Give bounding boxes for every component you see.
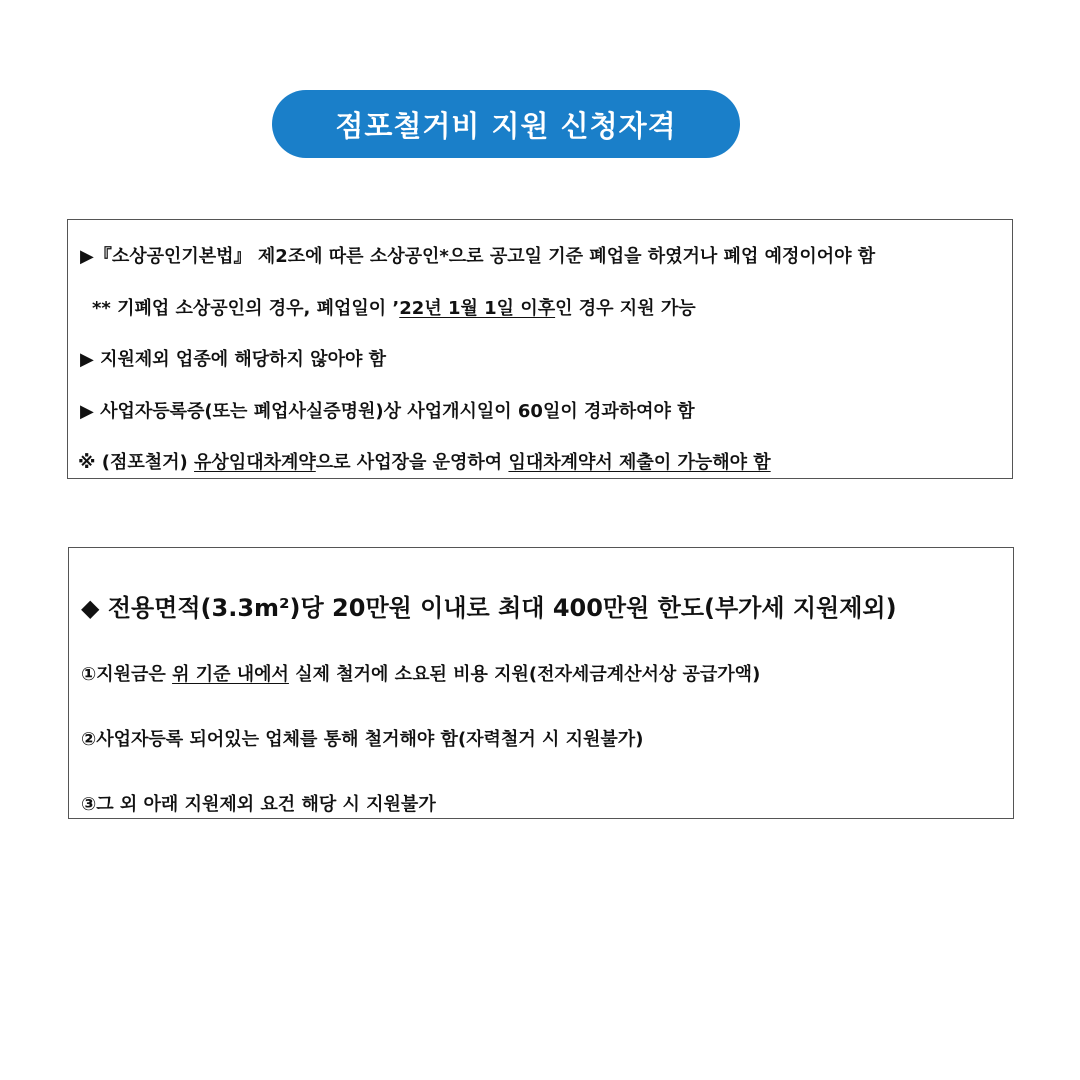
title-banner: [272, 90, 740, 158]
eligibility-line-3: ▶ 지원제외 업종에 해당하지 않아야 함: [80, 349, 386, 370]
eligibility-date-underlined: 22년 1월 1일 이후: [399, 298, 556, 319]
eligibility-line-5: [78, 448, 771, 474]
support-item-2: ②사업자등록 되어있는 업체를 통해 철거해야 함(자력철거 시 지원불가): [81, 729, 644, 750]
eligibility-line-2: [92, 294, 696, 320]
support-item-1: [81, 660, 760, 686]
support-item-3: ③그 외 아래 지원제외 요건 해당 시 지원불가: [81, 794, 436, 815]
support-heading: ◆ 전용면적(3.3m²)당 20만원 이내로 최대 400만원 한도(부가세 지원제외): [81, 594, 897, 622]
eligibility-line-2-post: 인 경우 지원 가능: [555, 298, 696, 319]
eligibility-box: [67, 219, 1013, 479]
eligibility-line-1: ▶『소상공인기본법』 제2조에 따른 소상공인*으로 공고일 기준 폐업을 하였거나 폐업 예정이어야 함: [80, 246, 876, 267]
eligibility-line-2-pre: ** 기폐업 소상공인의 경우, 폐업일이 ’: [92, 298, 400, 319]
support-item-1-a: ①지원금은: [81, 664, 173, 685]
eligibility-line-5-c: 으로 사업장을 운영하여: [315, 452, 509, 473]
support-box: [68, 547, 1014, 819]
eligibility-line-5-b: 유상임대차계약: [194, 452, 316, 473]
support-item-1-b: 위 기준 내에서: [172, 664, 289, 685]
eligibility-line-5-a: ※ (점포철거): [78, 452, 195, 473]
eligibility-line-5-d: 임대차계약서 제출이 가능해야 함: [508, 452, 771, 473]
page-title: 점포철거비 지원 신청자격: [335, 108, 677, 143]
support-item-1-c: 실제 철거에 소요된 비용 지원(전자세금계산서상 공급가액): [288, 664, 761, 685]
eligibility-line-4: ▶ 사업자등록증(또는 폐업사실증명원)상 사업개시일이 60일이 경과하여야 함: [80, 401, 695, 422]
